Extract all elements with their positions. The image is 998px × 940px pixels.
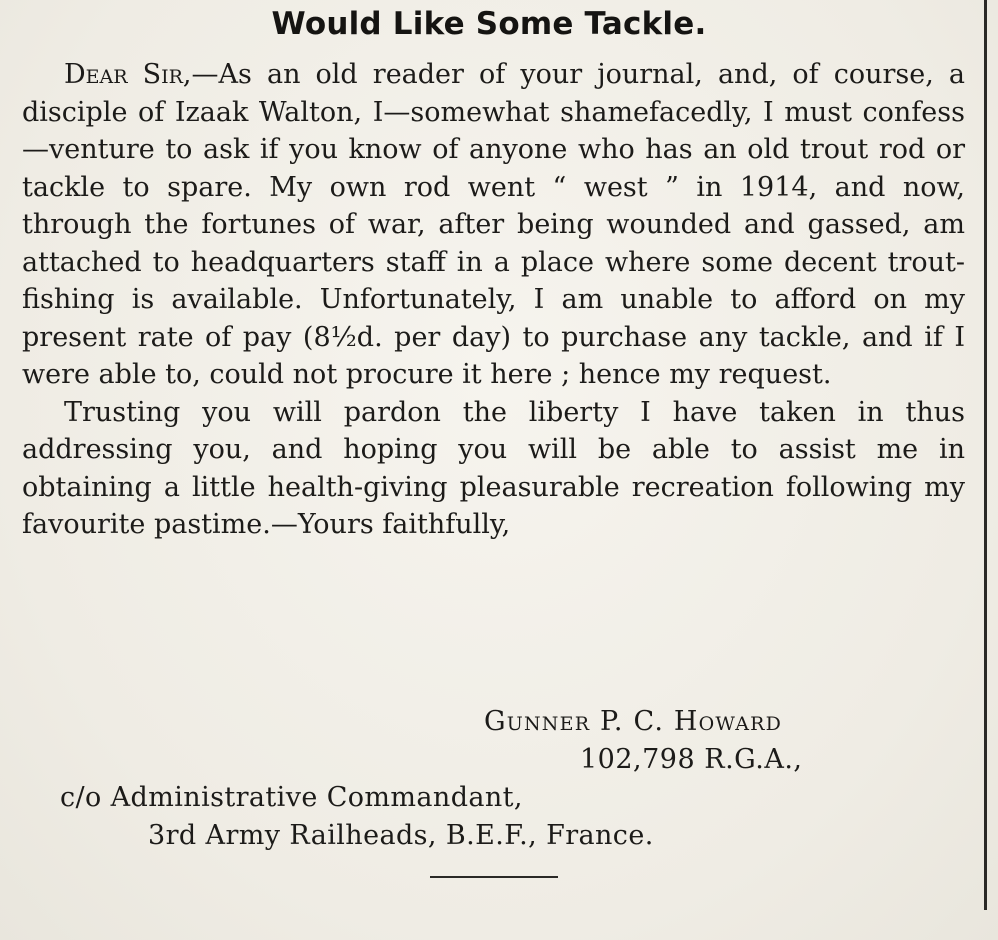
salutation: Dear Sir, <box>64 59 192 90</box>
paragraph-2: Trusting you will pardon the liberty I have taken in thus addressing you, and hoping you will be able to assist me in obtaining a little health-giving pleasurable recreation following my favourite pastime.—Yours faithfully, <box>22 396 965 540</box>
signature-number: 102,798 R.G.A., <box>580 744 803 775</box>
column-rule <box>984 0 987 910</box>
address-line-2: 3rd Army Railheads, B.E.F., France. <box>148 820 654 851</box>
article-body <box>22 56 965 544</box>
end-rule <box>430 876 558 878</box>
paragraph-1 <box>22 56 965 394</box>
article-title: Would Like Some Tackle. <box>271 6 707 42</box>
signature-name: Gunner P. C. Howard <box>484 706 783 737</box>
address-line-1: c/o Administrative Commandant, <box>60 782 523 813</box>
paragraph-1-text: —As an old reader of your journal, and, of course, a disciple of Izaak Walton, I—somewhat shamefacedly, I must confess—venture to ask if you know of anyone who has an old trout rod or tackle to spare. My own rod went “ west ” in 1914, and now, through the fortunes of war, after being wounded and gassed, am attached to headquarters staff in a place where some decent trout-fishing is available. Unfortunately, I am unable to afford on my present rate of pay (8½d. per day) to purchase any tackle, and if I were able to, could not procure it here ; hence my request. <box>22 59 965 390</box>
